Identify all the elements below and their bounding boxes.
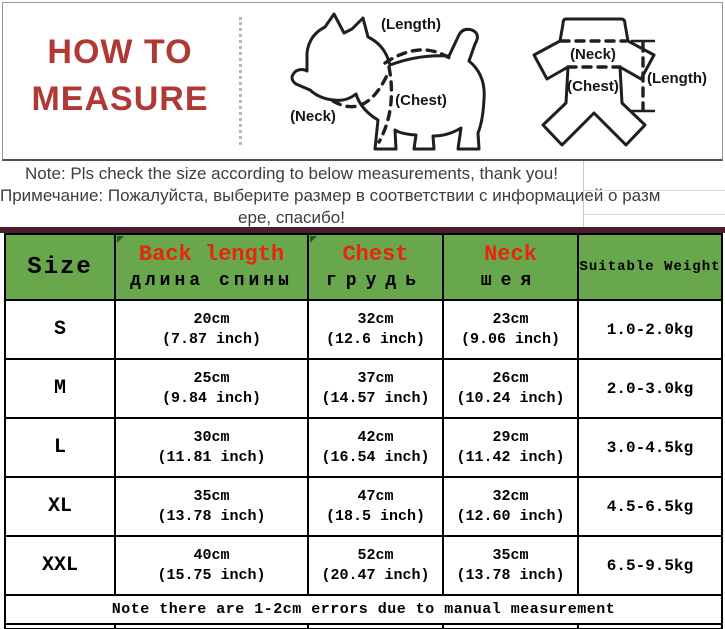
back-inch: (15.75 inch) — [157, 566, 266, 584]
size-cell: M — [5, 359, 115, 418]
partial-row — [5, 624, 722, 629]
back-length-cell — [115, 418, 308, 477]
neck-cm: 23cm — [492, 310, 529, 328]
size-cell: L — [5, 418, 115, 477]
spreadsheet-gridlines — [583, 161, 725, 227]
back-cm: 25cm — [193, 369, 230, 387]
chest-inch: (20.47 inch) — [321, 566, 430, 584]
weight-cell: 4.5-6.5kg — [578, 477, 722, 536]
stub-cell — [578, 624, 722, 629]
chest-cm: 47cm — [357, 487, 394, 505]
neck-inch: (10.24 inch) — [456, 389, 565, 407]
header-chest-en: Chest — [342, 242, 409, 267]
chest-cm: 52cm — [357, 546, 394, 564]
back-length-cell — [115, 477, 308, 536]
back-cm: 30cm — [193, 428, 230, 446]
note-line-ru-1: Примечание: Пожалуйста, выберите размер в соответствии с информацией о разм — [0, 186, 661, 205]
table-row-l — [5, 418, 722, 477]
dog-chest-label: (Chest) — [395, 92, 447, 109]
garment-measure-diagram-icon — [509, 7, 721, 157]
header-neck-ru: шея — [480, 271, 541, 291]
chest-cell — [308, 300, 443, 359]
neck-cell — [443, 418, 578, 477]
back-inch: (13.78 inch) — [157, 507, 266, 525]
back-length-cell — [115, 300, 308, 359]
title-line-1: HOW TO — [47, 33, 193, 71]
chest-cell — [308, 359, 443, 418]
back-inch: (11.81 inch) — [157, 448, 266, 466]
header-suitable-weight: Suitable Weight — [578, 234, 722, 300]
note-line-en: Note: Pls check the size according to below measurements, thank you! — [25, 164, 558, 183]
dog-measure-diagram-icon — [249, 7, 505, 157]
header-size: Size — [5, 234, 115, 300]
back-inch: (9.84 inch) — [161, 389, 262, 407]
stub-cell — [443, 624, 578, 629]
table-row-m — [5, 359, 722, 418]
header-neck — [443, 234, 578, 300]
header-back-length-en: Back length — [138, 242, 285, 267]
cell-corner-mark-icon — [310, 236, 317, 243]
gridline — [584, 190, 725, 191]
garment-chest-label: (Chest) — [567, 78, 619, 95]
back-inch: (7.87 inch) — [161, 330, 262, 348]
chest-cm: 37cm — [357, 369, 394, 387]
stub-cell — [308, 624, 443, 629]
chest-cell — [308, 477, 443, 536]
stub-cell — [5, 624, 115, 629]
neck-inch: (9.06 inch) — [460, 330, 561, 348]
dog-outline — [292, 14, 484, 149]
back-cm: 35cm — [193, 487, 230, 505]
dotted-divider — [239, 17, 242, 145]
note-line-ru-2: ере, спасибо! — [238, 208, 345, 227]
header-neck-en: Neck — [484, 242, 537, 267]
neck-cm: 35cm — [492, 546, 529, 564]
table-footer-row — [5, 595, 722, 624]
table-row-xl — [5, 477, 722, 536]
chest-cell — [308, 536, 443, 595]
chest-inch: (16.54 inch) — [321, 448, 430, 466]
neck-cell — [443, 359, 578, 418]
neck-cell — [443, 536, 578, 595]
garment-length-label: (Length) — [647, 70, 707, 87]
chest-cm: 42cm — [357, 428, 394, 446]
dog-neck-label: (Neck) — [290, 108, 336, 125]
size-cell: XL — [5, 477, 115, 536]
back-cm: 40cm — [193, 546, 230, 564]
weight-cell: 6.5-9.5kg — [578, 536, 722, 595]
neck-cm: 26cm — [492, 369, 529, 387]
chest-cm: 32cm — [357, 310, 394, 328]
neck-inch: (12.60 inch) — [456, 507, 565, 525]
chest-inch: (12.6 inch) — [325, 330, 426, 348]
back-length-cell — [115, 359, 308, 418]
header-back-length-ru: длина спины — [130, 271, 293, 291]
size-cell: S — [5, 300, 115, 359]
neck-cell — [443, 300, 578, 359]
neck-inch: (13.78 inch) — [456, 566, 565, 584]
note-section — [0, 163, 661, 229]
weight-cell: 3.0-4.5kg — [578, 418, 722, 477]
weight-cell: 1.0-2.0kg — [578, 300, 722, 359]
back-cm: 20cm — [193, 310, 230, 328]
gridline — [584, 214, 725, 215]
weight-cell: 2.0-3.0kg — [578, 359, 722, 418]
back-length-cell — [115, 536, 308, 595]
neck-cm: 29cm — [492, 428, 529, 446]
page-title — [11, 29, 229, 123]
neck-cell — [443, 477, 578, 536]
stub-cell — [115, 624, 308, 629]
table-row-xxl — [5, 536, 722, 595]
measurement-error-note: Note there are 1-2cm errors due to manual measurement — [5, 595, 722, 624]
dog-length-label: (Length) — [381, 16, 441, 33]
header-chest — [308, 234, 443, 300]
neck-inch: (11.42 inch) — [456, 448, 565, 466]
table-row-s — [5, 300, 722, 359]
chest-cell — [308, 418, 443, 477]
cell-corner-mark-icon — [117, 236, 124, 243]
header-chest-ru: грудь — [325, 271, 425, 291]
table-header-row — [5, 234, 722, 300]
measure-box — [2, 2, 723, 161]
size-table — [4, 233, 723, 629]
chest-inch: (14.57 inch) — [321, 389, 430, 407]
garment-neck-label: (Neck) — [570, 46, 616, 63]
header-back-length — [115, 234, 308, 300]
neck-cm: 32cm — [492, 487, 529, 505]
title-line-2: MEASURE — [31, 80, 209, 118]
chest-inch: (18.5 inch) — [325, 507, 426, 525]
size-cell: XXL — [5, 536, 115, 595]
